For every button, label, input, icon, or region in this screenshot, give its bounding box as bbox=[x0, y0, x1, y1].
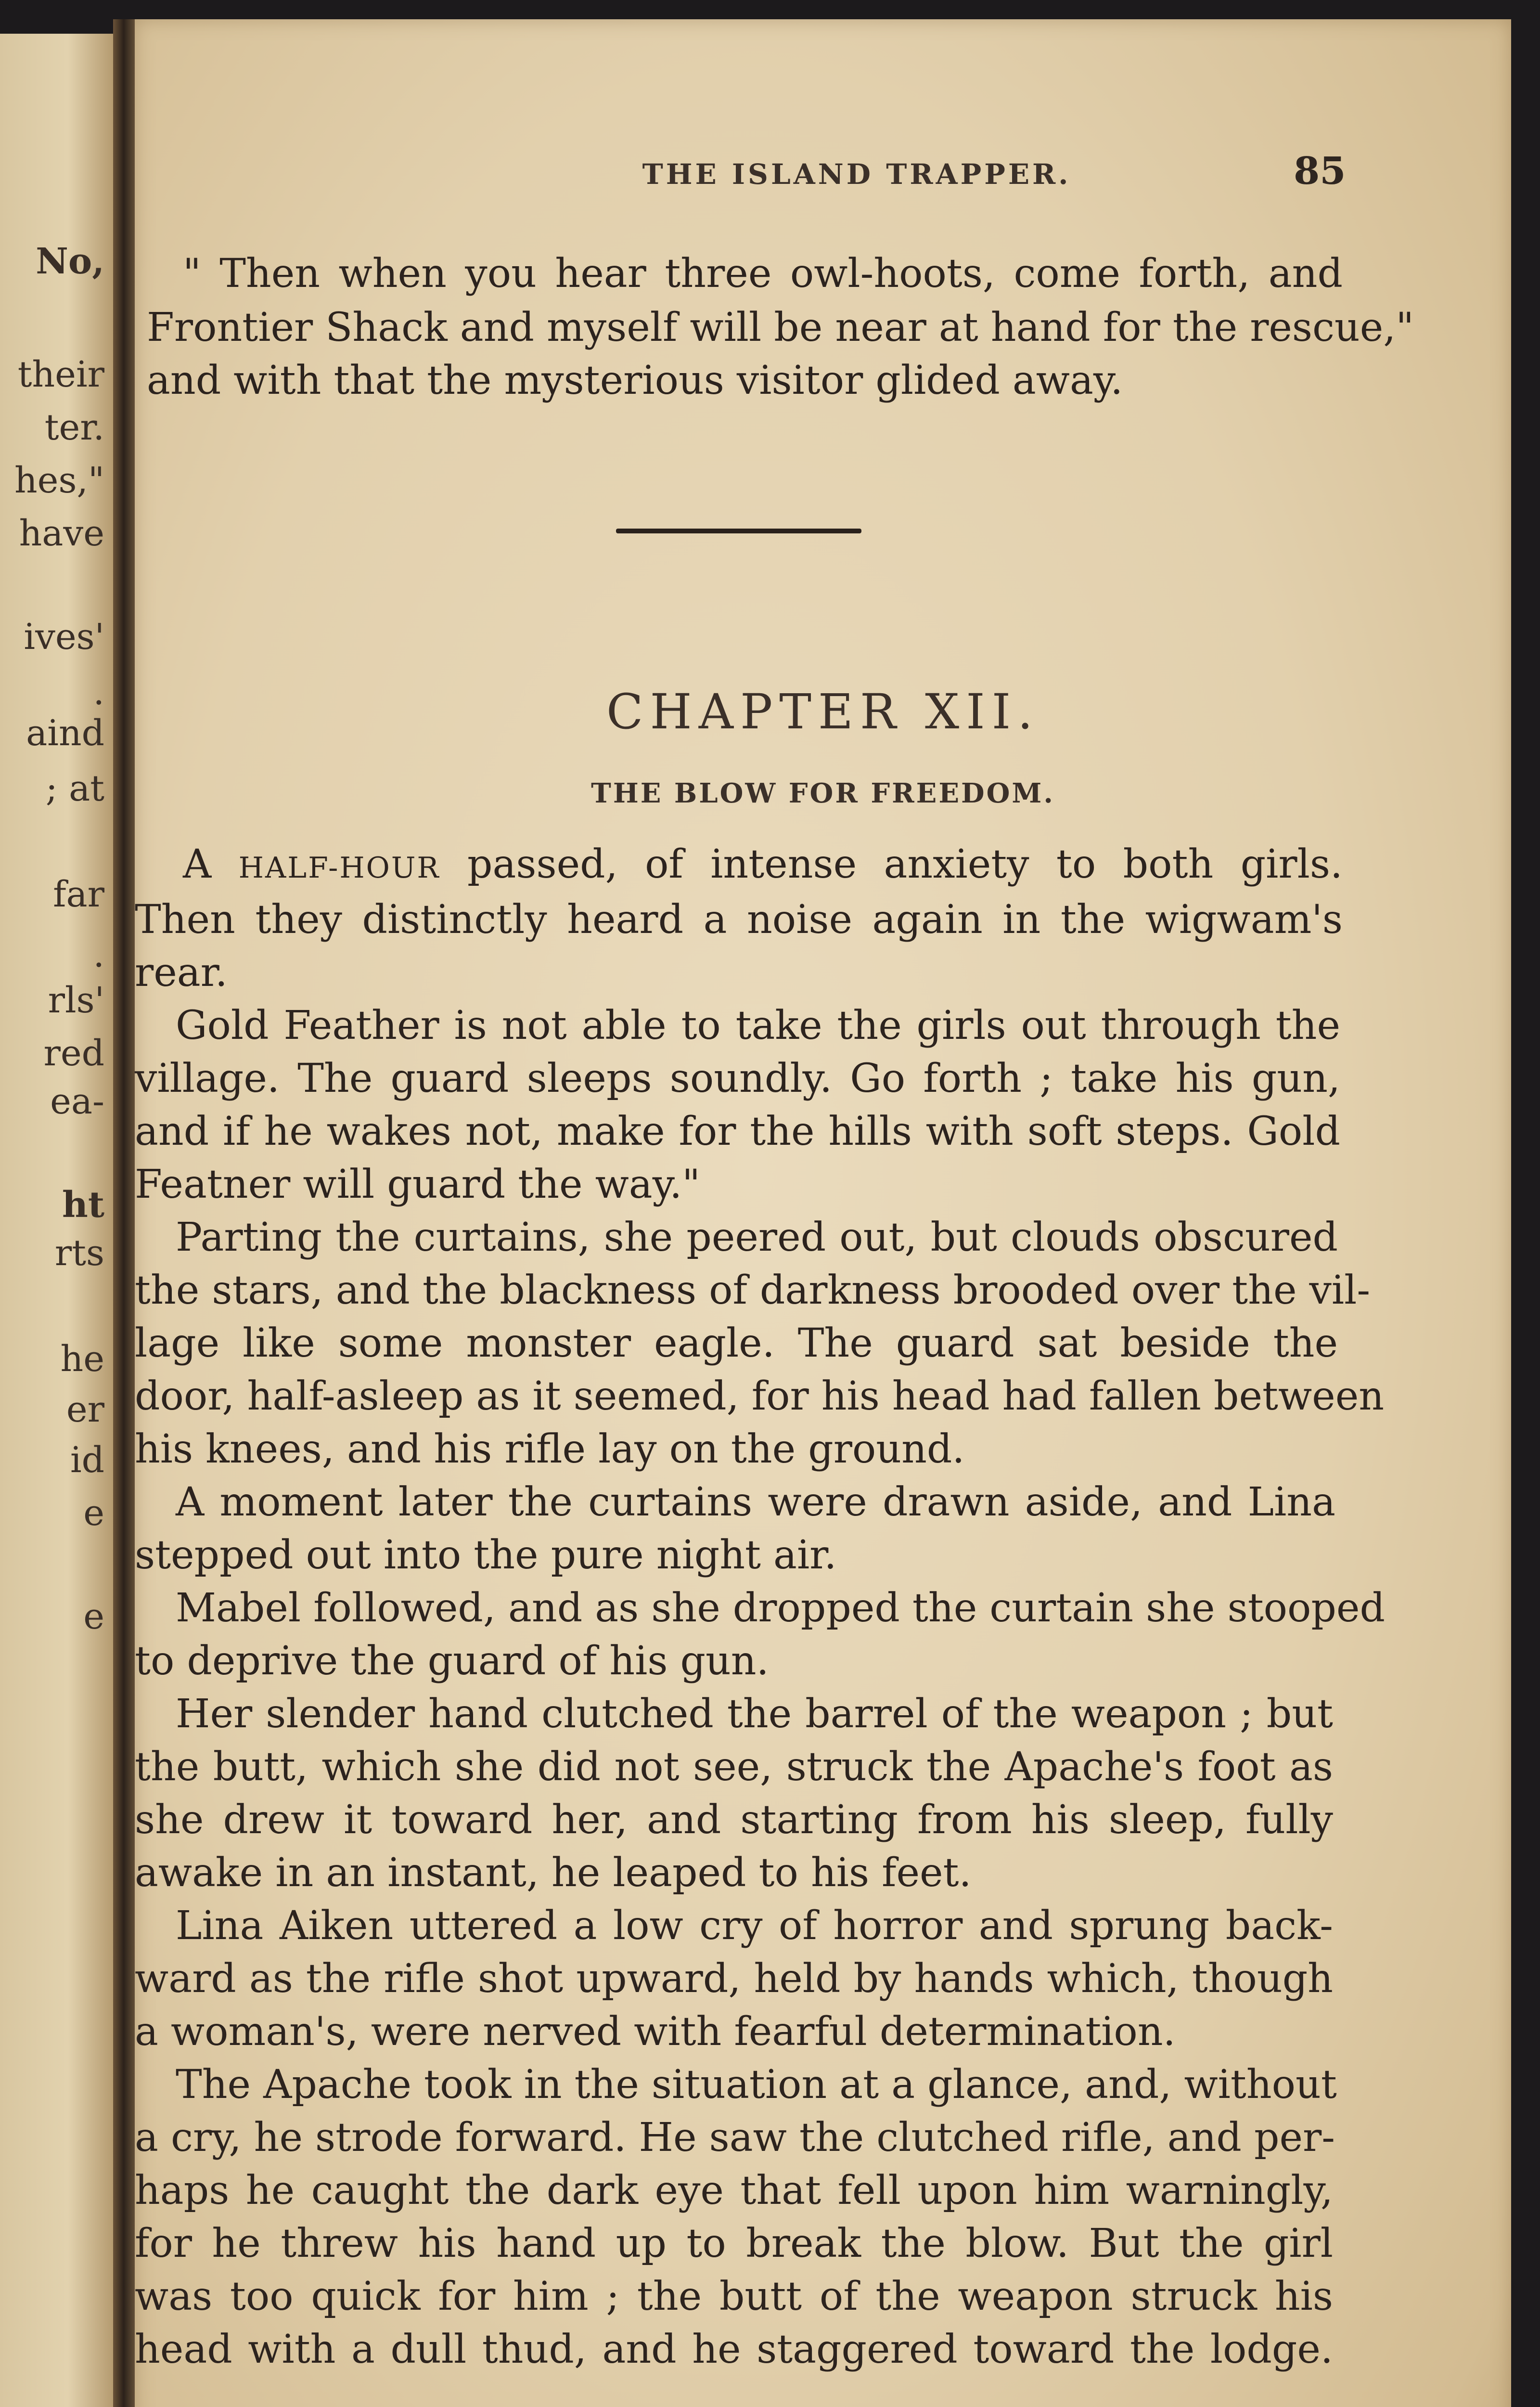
text-line: the butt, which she did not see, struck the Apache's foot as bbox=[135, 1744, 1333, 1790]
text-line: " Then when you hear three owl-hoots, come forth, and bbox=[183, 251, 1343, 297]
text-line: Gold Feather is not able to take the girls out through the bbox=[176, 1003, 1340, 1048]
text-line: Lina Aiken uttered a low cry of horror and sprung back- bbox=[176, 1903, 1333, 1949]
text-line: A moment later the curtains were drawn aside, and Lina bbox=[176, 1479, 1335, 1525]
text-line: awake in an instant, he leaped to his feet. bbox=[135, 1850, 972, 1896]
text-line: ward as the rifle shot upward, held by hands which, though bbox=[135, 1956, 1333, 2002]
left-page-fragment: he bbox=[60, 1338, 104, 1380]
left-page-fragment: aind bbox=[26, 712, 104, 754]
text-line: and if he wakes not, make for the hills with soft steps. Gold bbox=[135, 1109, 1340, 1154]
text-line: haps he caught the dark eye that fell upon him warningly, bbox=[135, 2168, 1333, 2213]
section-divider bbox=[616, 529, 861, 533]
left-page-fragment: rls' bbox=[48, 980, 104, 1021]
text-line: Then they distinctly heard a noise again in the wigwam's bbox=[135, 897, 1343, 943]
left-page-fragment: red bbox=[43, 1033, 104, 1074]
left-page-fragment: er bbox=[66, 1389, 104, 1430]
text-line: head with a dull thud, and he staggered toward the lodge. bbox=[135, 2327, 1333, 2372]
left-page-fragment: No, bbox=[36, 241, 104, 282]
text-line: a cry, he strode forward. He saw the clutched rifle, and per- bbox=[135, 2115, 1335, 2161]
left-page-edge bbox=[0, 34, 113, 2407]
chapter-title: CHAPTER XII. bbox=[606, 684, 1040, 740]
left-page-fragment: id bbox=[70, 1439, 104, 1481]
text-line: stepped out into the pure night air. bbox=[135, 1532, 837, 1578]
text-line: rear. bbox=[135, 950, 228, 996]
page-85 bbox=[135, 19, 1511, 2407]
text-line: village. The guard sleeps soundly. Go forth ; take his gun, bbox=[135, 1056, 1340, 1101]
small-caps-word: HALF-HOUR bbox=[238, 851, 440, 885]
text-line: his knees, and his rifle lay on the ground. bbox=[135, 1426, 965, 1472]
page-number: 85 bbox=[1294, 149, 1346, 193]
left-page-fragment: ives' bbox=[24, 616, 104, 658]
left-page-fragment: . bbox=[93, 672, 104, 713]
left-page-fragment: far bbox=[53, 874, 104, 915]
left-page-fragment: e bbox=[83, 1492, 104, 1534]
drop-word: A bbox=[183, 841, 212, 887]
left-page-fragment: rts bbox=[54, 1232, 104, 1274]
text-line: Mabel followed, and as she dropped the curtain she stooped bbox=[176, 1585, 1385, 1631]
left-page-fragment: ea- bbox=[50, 1081, 104, 1122]
text-line: Parting the curtains, she peered out, but clouds obscured bbox=[176, 1215, 1338, 1260]
text-line: the stars, and the blackness of darkness brooded over the vil- bbox=[135, 1268, 1371, 1313]
text-line: lage like some monster eagle. The guard sat beside the bbox=[135, 1320, 1338, 1366]
text-line: Her slender hand clutched the barrel of the weapon ; but bbox=[176, 1691, 1333, 1737]
text-line: a woman's, were nerved with fearful determination. bbox=[135, 2009, 1176, 2055]
text-line: to deprive the guard of his gun. bbox=[135, 1638, 769, 1684]
text-line: The Apache took in the situation at a glance, and, without bbox=[176, 2062, 1337, 2108]
left-page-fragment: have bbox=[19, 513, 104, 554]
text-line: was too quick for him ; the butt of the weapon struck his bbox=[135, 2274, 1333, 2319]
line-rest: passed, of intense anxiety to both girls. bbox=[467, 841, 1343, 887]
text-line: for he threw his hand up to break the blow. But the girl bbox=[135, 2221, 1333, 2266]
left-page-fragment: e bbox=[83, 1596, 104, 1637]
left-page-fragment: ht bbox=[62, 1184, 104, 1226]
left-page-fragment: hes," bbox=[14, 460, 104, 501]
left-page-fragment: their bbox=[17, 354, 104, 395]
text-line: Featner will guard the way." bbox=[135, 1162, 700, 1207]
text-line: and with that the mysterious visitor glided away. bbox=[147, 358, 1123, 403]
text-line: Frontier Shack and myself will be near at hand for the rescue," bbox=[147, 305, 1414, 350]
left-page-fragment: ter. bbox=[44, 407, 104, 448]
text-line: she drew it toward her, and starting from his sleep, fully bbox=[135, 1797, 1333, 1843]
running-head: THE ISLAND TRAPPER. bbox=[642, 158, 1071, 191]
left-page-fragment: . bbox=[93, 934, 104, 975]
left-page-fragment: ; at bbox=[45, 768, 104, 809]
chapter-subtitle: THE BLOW FOR FREEDOM. bbox=[591, 777, 1055, 809]
text-line: door, half-asleep as it seemed, for his head had fallen between bbox=[135, 1373, 1385, 1419]
text-line bbox=[183, 841, 1343, 887]
